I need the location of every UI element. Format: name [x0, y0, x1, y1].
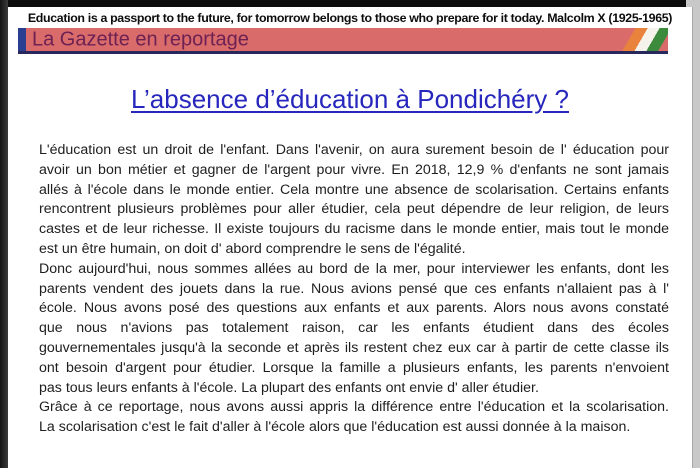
article-body: [39, 141, 669, 438]
epigraph-quote: Education is a passport to the future, for tomorrow belongs to those who prepare for it today. Malcolm X (1925-1965): [27, 11, 673, 25]
top-scan-bar: [0, 0, 686, 7]
india-flag-stripes-icon: [618, 28, 668, 54]
banner-title: La Gazette en reportage: [32, 28, 249, 50]
text-line: pas tous leurs enfants à l'école. La plupart des enfants ont envie d' aller étudier.: [39, 379, 539, 396]
left-scan-edge: [0, 0, 8, 468]
text-line: école. Nous avons posé des questions aux enfants et aux parents. Alors nous avons constaté: [39, 300, 669, 317]
text-line: La scolarisation c'est le fait d'aller à l'école alors que l'éducation est aussi donnée à la maison.: [39, 419, 631, 436]
banner-accent-bar: [18, 28, 26, 51]
text-line: que nous n'avions pas totalement raison, car les enfants étudient dans des écoles: [39, 320, 669, 337]
text-line: castes et de leur richesse. Il existe toujours du racisme dans le monde entier, mais tout le monde: [39, 221, 669, 238]
document-page: [8, 7, 693, 468]
text-line: parents vendent des jouets dans la rue. Nous avions pensé que ces enfants n'allaient pas à l': [39, 280, 669, 297]
text-line: L'éducation est un droit de l'enfant. Dans l'avenir, on aura surement besoin de l' éducation pour: [39, 142, 669, 158]
text-line: Donc aujourd'hui, nous sommes allées au bord de la mer, pour interviewer les enfants, dont les: [39, 260, 669, 277]
text-line: ont besoin d'argent pour étudier. Lorsque la famille a plusieurs enfants, les parents n'envoient: [39, 359, 669, 376]
text-line: allés à l'école dans le monde entier. Cela montre une absence de scolarisation. Certains enfants: [39, 181, 669, 198]
text-line: rencontrent plusieurs problèmes pour aller étudier, cela peut dépendre de leur religion, de leurs: [39, 201, 669, 218]
text-line: avoir un bon métier et gagner de l'argent pour vivre. En 2018, 12,9 % d'enfants ne sont jamais: [39, 161, 669, 178]
text-line: Grâce à ce reportage, nous avons aussi appris la différence entre l'éducation et la scolarisation.: [39, 399, 669, 416]
text-line: gouvernementales jusqu'à la seconde et après ils restent chez eux car à partir de cette classe ils: [39, 339, 669, 356]
article-title: L’absence d’éducation à Pondichéry ?: [131, 84, 569, 114]
text-line: est un être humain, on doit d' abord comprendre le sens de l'égalité.: [39, 240, 466, 257]
masthead-banner: [18, 28, 668, 54]
